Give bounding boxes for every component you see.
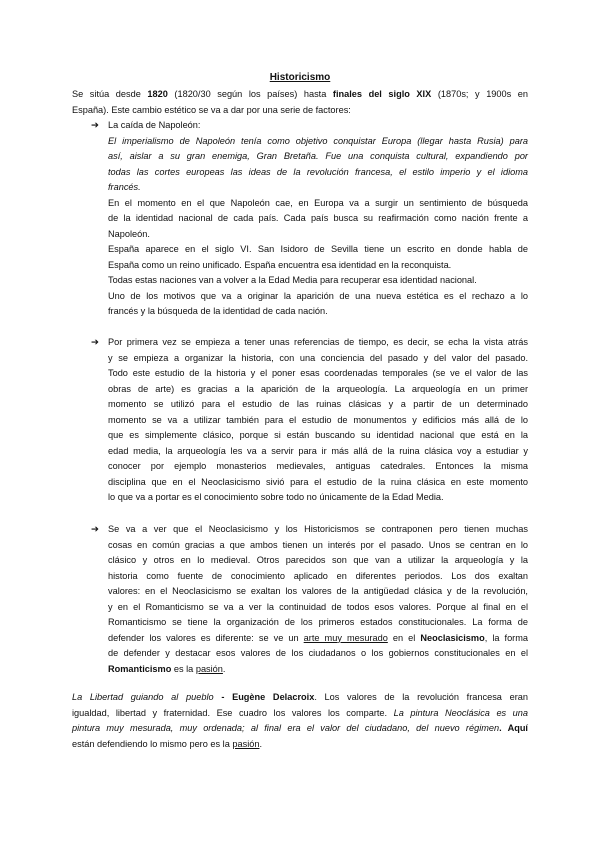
italic-line: así, aislar a su gran enemiga, Gran Bretaña. Fue una conquista cultural, expandiendo por — [108, 151, 528, 161]
underlined-run: pasión — [232, 738, 260, 749]
text-run: es la — [171, 663, 196, 674]
closing-paragraph — [72, 690, 528, 752]
text-line: historia como fuente de conocimiento aplicado en diferentes periodos. Los dos exaltan — [108, 570, 528, 581]
underlined-run: arte muy mesurado — [303, 632, 388, 643]
page-title: Historicismo — [269, 72, 331, 83]
text-line: lo que va a portar es el conocimiento sobre todo no únicamente de la Edad Media. — [108, 492, 444, 502]
arrow-right-icon: ➔ — [91, 337, 99, 348]
text-line: En el momento en el que Napoleón cae, en Europa va a surgir un sentimiento de búsqueda — [108, 197, 528, 208]
text-line: valores: en el Neoclasicismo se exaltan los valores de la antigüedad clásica y de la revolución, — [108, 586, 528, 596]
text-line: de defender y destacar esos valores de los ciudadanos o los gobiernos constitucionales en el — [108, 648, 528, 658]
bullet-1 — [108, 118, 528, 320]
arrow-right-icon: ➔ — [91, 524, 99, 535]
text-run: igualdad, libertad y fraternidad. Ese cuadro los valores los comparte. — [72, 707, 394, 718]
text-run: defender los valores es diferente: se ve un — [108, 632, 304, 643]
text-line — [72, 706, 528, 722]
text-line — [72, 690, 528, 706]
text-line: y en el Romanticismo se va a ver la continuidad de todos esos valores. Porque al final en el — [108, 601, 528, 612]
text-run: . — [222, 663, 226, 674]
text-line — [108, 631, 528, 647]
italic-line: todas las cortes europeas las ideas de la revolución francesa, el estilo imperio y el idioma — [108, 166, 528, 177]
text-line: obras de arte) es gracias a la aparición de la arqueología. La arqueología en un primer — [108, 383, 528, 394]
text-run: (1870s; y 1900s en — [431, 89, 529, 99]
text-line — [72, 737, 528, 753]
text-line: edad media, la arqueología les va a servir para ir más allá de la ruina clásica voy a estudiar y — [108, 445, 528, 456]
text-line: España aparece en el siglo VI. San Isidoro de Sevilla tiene un escrito en donde habla de — [108, 244, 528, 254]
text-line: disciplina que en el Neoclasicismo sivió para el estudio de la ruina clásica en este momento — [108, 476, 528, 487]
intro-line: España). Este cambio estético se va a dar por una serie de factores: — [72, 104, 351, 115]
italic-run: La Libertad guiando al pueblo — [72, 692, 214, 702]
text-line: momento se utilizó para el estudio de las ruinas clásicas y a partir de un determinado — [108, 399, 528, 409]
text-line: y se empieza a organizar la historia, con una conciencia del pasado y del valor del pasado. — [108, 352, 528, 363]
bold-run: finales del siglo XIX — [332, 89, 432, 99]
bold-run: Eugène Delacroix — [232, 692, 315, 702]
bullet-1-heading: La caída de Napoleón: — [108, 120, 201, 130]
italic-line: El imperialismo de Napoleón tenía como objetivo conquistar Europa (llegar hasta Rusia) para — [108, 135, 528, 146]
text-line: momento se va a utilizar también para el estudio de monumentos y edificios más allá de lo — [108, 414, 528, 425]
text-run: . Los valores de la revolución francesa eran — [314, 692, 528, 702]
text-run: están defendiendo lo mismo pero es la — [72, 738, 233, 749]
text-run: , la forma — [484, 632, 529, 643]
intro-paragraph — [72, 87, 528, 118]
italic-run: pintura muy mesurada, muy ordenada; al final era el valor del ciudadano, del nuevo régimen — [72, 723, 500, 733]
text-line: Todo este estudio de la historia y el poner esas coordenadas temporales (se ve el valor de las — [108, 368, 528, 378]
bold-run: - — [213, 692, 233, 702]
text-line: Todas estas naciones van a volver a la Edad Media para recuperar esa identidad nacional. — [108, 275, 477, 285]
text-line: francés y la búsqueda de la identidad de cada nación. — [108, 306, 328, 316]
bold-run: Neoclasicismo — [420, 632, 485, 643]
text-line — [72, 721, 528, 737]
text-line: de la identidad nacional de cada país. Cada país busca su reafirmación como nación frente a — [108, 213, 528, 223]
text-run: . — [259, 738, 263, 749]
text-line: cosas en común gracias a que ambos tienen un interés por el pasado. Unos se centran en lo — [108, 539, 528, 550]
text-line: España como un reino unificado. España encuentra esa identidad en la reconquista. — [108, 259, 452, 270]
bullet-2 — [108, 335, 528, 506]
bold-run: 1820 — [147, 89, 168, 99]
text-line: que es simplemente clásico, porque si están buscando su identidad nacional que está en la — [108, 430, 528, 440]
text-line: Romanticismo se tiene la organización de los primeros estados constitucionales. La forma de — [108, 617, 528, 627]
arrow-right-icon: ➔ — [91, 120, 99, 131]
text-run: Se sitúa desde — [72, 89, 148, 99]
text-run: (1820/30 según los países) hasta — [167, 89, 333, 99]
text-line: Por primera vez se empieza a tener unas referencias de tiempo, es decir, se echa la vista atrás — [108, 337, 528, 347]
bold-run: Romanticismo — [108, 663, 172, 674]
bullet-3 — [108, 522, 528, 677]
bold-run: . Aquí — [499, 723, 528, 733]
text-line: Uno de los motivos que va a originar la aparición de una nueva estética es el rechazo a lo — [108, 290, 528, 301]
text-line: Se va a ver que el Neoclasicismo y los Historicismos se contraponen pero tienen muchas — [108, 524, 528, 534]
text-line — [108, 662, 528, 678]
italic-run: La pintura Neoclásica es una — [393, 707, 528, 718]
underlined-run: pasión — [195, 663, 223, 674]
italic-line: francés. — [108, 182, 141, 192]
text-run: en el — [387, 632, 421, 643]
text-line: Napoleón. — [108, 228, 150, 239]
intro-line — [72, 87, 528, 103]
text-line: conocer por ejemplo monasterios medievales, antiguas catedrales. Entonces la misma — [108, 461, 528, 471]
text-line: clásico y otros en lo medieval. Otros parecidos son que van a utilizar la arqueología y la — [108, 555, 528, 565]
